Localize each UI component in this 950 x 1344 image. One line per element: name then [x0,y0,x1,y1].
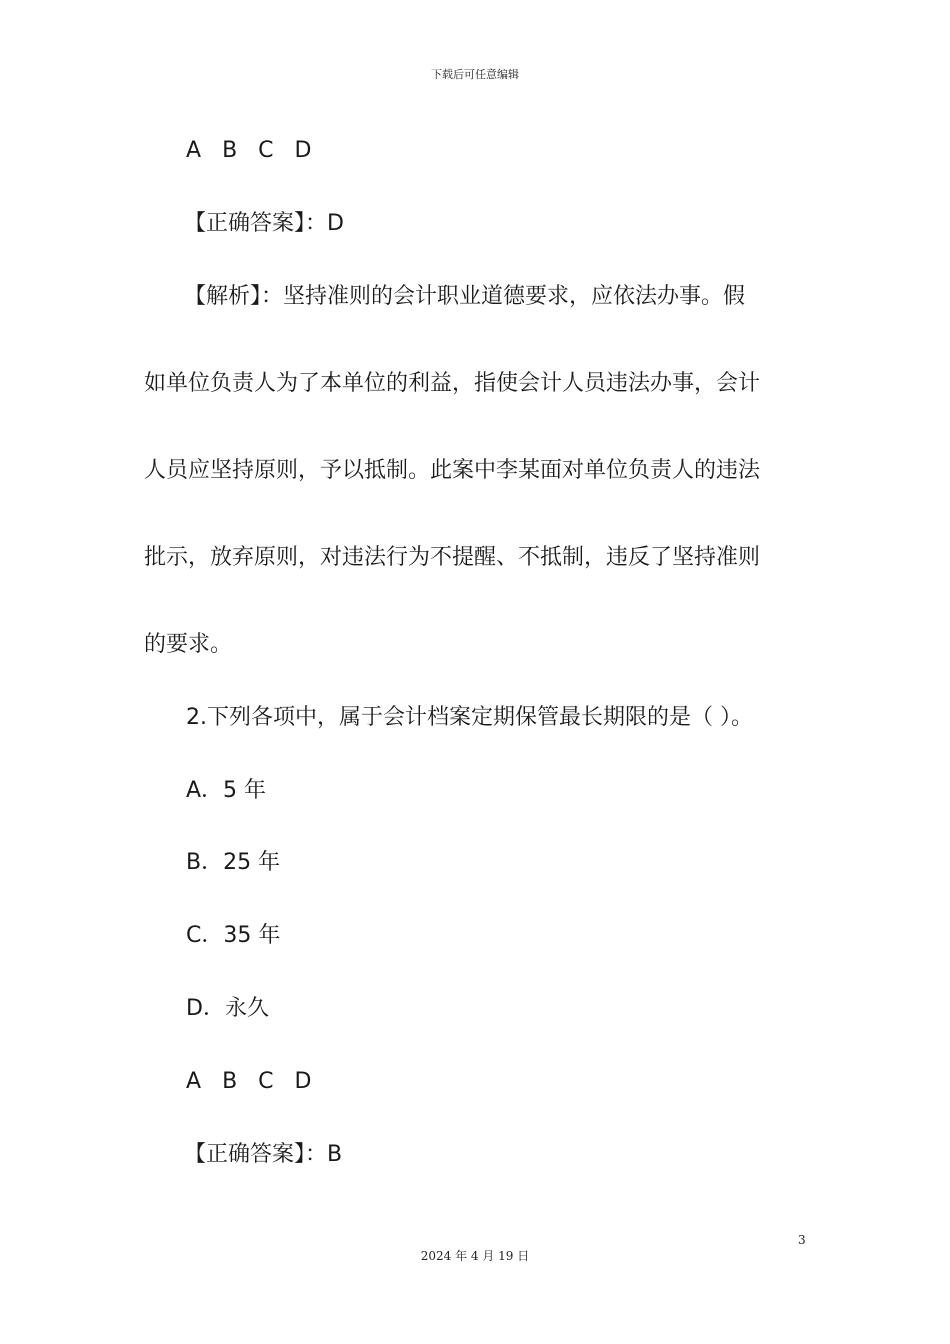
q2-choice-d: D [294,1069,312,1094]
q2-choice-b: B [222,1069,238,1094]
q2-option-b: B．25 年 [186,850,281,875]
q2-choice-c: C [258,1069,274,1094]
page-footer-date: 2024 年 4 月 19 日 [420,1249,530,1263]
q2-option-c: C．35 年 [186,923,281,948]
q1-analysis-line-5: 的要求。 [144,632,233,657]
q2-question: 2.下列各项中，属于会计档案定期保管最长期限的是（ ）。 [186,705,753,730]
q1-correct-answer: 【正确答案】：D [184,211,344,236]
q1-choice-c: C [258,138,274,163]
q1-analysis-line-2: 如单位负责人为了本单位的利益，指使会计人员违法办事，会计 [144,371,761,396]
q2-option-a: A．5 年 [186,778,267,803]
page-header: 下载后可任意编辑 [431,68,519,81]
q1-analysis-line-3: 人员应坚持原则，予以抵制。此案中李某面对单位负责人的违法 [144,458,761,483]
q2-correct-answer: 【正确答案】：B [184,1142,343,1167]
q1-analysis-line-4: 批示，放弃原则，对违法行为不提醒、不抵制，违反了坚持准则 [144,545,761,570]
q2-option-d: D．永久 [186,996,269,1021]
q1-answer-choices [186,136,325,166]
q1-choice-d: D [294,138,312,163]
page-number: 3 [798,1233,806,1247]
q1-choice-a: A [186,138,202,163]
q1-analysis-line-1: 【解析】：坚持准则的会计职业道德要求，应依法办事。假 [184,284,746,309]
q1-choice-b: B [222,138,238,163]
q2-choice-a: A [186,1069,202,1094]
q2-answer-choices [186,1067,325,1097]
